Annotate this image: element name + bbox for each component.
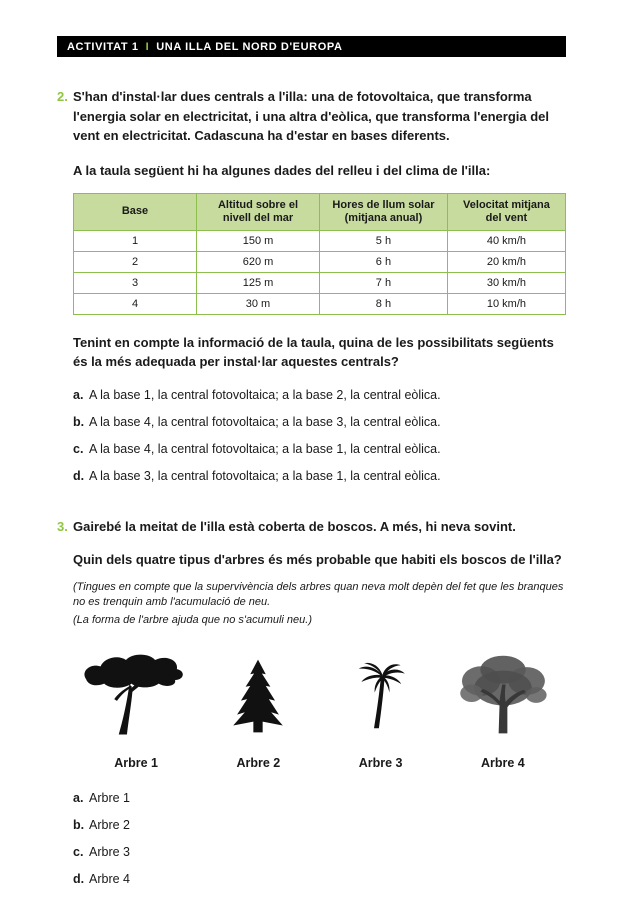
option-3b-letter: b. [73, 817, 85, 832]
question-3-note-1: (Tingues en compte que la supervivència dels arbres quan neva molt depèn del fet que les branques no es trenquin amb l'acumulació de neu. [73, 580, 564, 608]
table-cell: 10 km/h [447, 293, 565, 314]
table-cell: 30 m [197, 293, 320, 314]
activity-title: UNA ILLA DEL NORD D'EUROPA [156, 41, 343, 53]
option-3c-letter: c. [73, 844, 84, 859]
option-3d [73, 871, 566, 887]
question-2-prompt: Tenint en compte la informació de la taula, quina de les possibilitats següents és la més adequada per instal·lar aquestes centrals? [73, 334, 554, 369]
table-cell: 7 h [320, 272, 448, 293]
option-3c [73, 844, 566, 860]
option-3a-letter: a. [73, 790, 84, 805]
tree-4-label: Arbre 4 [480, 755, 525, 770]
tree-1-figure [75, 650, 197, 770]
option-3d-text: Arbre 4 [89, 871, 130, 886]
table-cell: 125 m [197, 272, 320, 293]
table-cell: 8 h [320, 293, 448, 314]
option-2b [73, 414, 566, 430]
tree-2-label: Arbre 2 [236, 755, 281, 770]
umbrella-pine-silhouette-icon [77, 650, 195, 740]
table-cell: 150 m [197, 230, 320, 251]
table-cell: 2 [74, 251, 197, 272]
option-3b [73, 817, 566, 833]
activity-label: ACTIVITAT 1 [67, 41, 139, 53]
table-cell: 620 m [197, 251, 320, 272]
question-3-options [73, 790, 566, 887]
option-2c-text: A la base 4, la central fotovoltaica; a la base 1, la central eòlica. [89, 441, 441, 456]
option-3a [73, 790, 566, 806]
table-header-base: Base [74, 193, 197, 230]
table-cell: 40 km/h [447, 230, 565, 251]
option-3b-text: Arbre 2 [89, 817, 130, 832]
option-2c-letter: c. [73, 441, 84, 456]
tree-3-label: Arbre 3 [358, 755, 403, 770]
tree-2-figure [197, 652, 319, 770]
table-header-llum: Hores de llum solar (mitjana anual) [320, 193, 448, 230]
activity-header [57, 36, 566, 57]
option-2a [73, 387, 566, 403]
option-3c-text: Arbre 3 [89, 844, 130, 859]
table-cell: 6 h [320, 251, 448, 272]
option-2d-letter: d. [73, 468, 85, 483]
question-3-number: 3. [57, 518, 68, 534]
option-2b-text: A la base 4, la central fotovoltaica; a la base 3, la central eòlica. [89, 414, 441, 429]
tree-figures [73, 650, 566, 770]
table-cell: 20 km/h [447, 251, 565, 272]
table-header-altitud: Altitud sobre el nivell del mar [197, 193, 320, 230]
option-3d-letter: d. [73, 871, 85, 886]
tree-1-label: Arbre 1 [114, 755, 159, 770]
table-row [74, 272, 566, 293]
option-2a-text: A la base 1, la central fotovoltaica; a la base 2, la central eòlica. [89, 387, 441, 402]
table-cell: 3 [74, 272, 197, 293]
question-2-number: 2. [57, 89, 68, 104]
option-2c [73, 441, 566, 457]
table-header-vent: Velocitat mitjana del vent [447, 193, 565, 230]
option-2b-letter: b. [73, 414, 85, 429]
question-3-prompt: Quin dels quatre tipus d'arbres és més probable que habiti els boscos de l'illa? [73, 552, 562, 567]
table-cell: 4 [74, 293, 197, 314]
island-data-table [73, 193, 566, 315]
table-row [74, 293, 566, 314]
table-cell: 1 [74, 230, 197, 251]
option-3a-text: Arbre 1 [89, 790, 130, 805]
tree-4-figure [442, 650, 564, 770]
question-2-table-intro: A la taula següent hi ha algunes dades del relleu i del clima de l'illa: [73, 162, 491, 178]
table-cell: 30 km/h [447, 272, 565, 293]
question-3-intro: Gairebé la meitat de l'illa està coberta de boscos. A més, hi neva sovint. [73, 518, 516, 534]
question-3-note-2: (La forma de l'arbre ajuda que no s'acumuli neu.) [73, 613, 313, 626]
table-row [74, 251, 566, 272]
option-2a-letter: a. [73, 387, 84, 402]
table-row [74, 230, 566, 251]
question-3 [57, 517, 566, 898]
palm-silhouette-icon [353, 652, 409, 740]
tree-3-figure [320, 652, 442, 770]
deciduous-tree-silhouette-icon [455, 650, 551, 740]
conifer-silhouette-icon [227, 652, 289, 740]
question-2-options [73, 387, 566, 484]
option-2d [73, 468, 566, 484]
question-2 [57, 87, 566, 495]
header-separator-bar: I [145, 41, 150, 53]
option-2d-text: A la base 3, la central fotovoltaica; a la base 1, la central eòlica. [89, 468, 441, 483]
table-header-row [74, 193, 566, 230]
question-2-intro: S'han d'instal·lar dues centrals a l'illa: una de fotovoltaica, que transforma l'energia solar en electricitat, i una altra d'eòlica, que transforma l'energia del vent en electricitat. Cadascuna ha d'estar en bases diferents. [73, 89, 549, 143]
table-cell: 5 h [320, 230, 448, 251]
